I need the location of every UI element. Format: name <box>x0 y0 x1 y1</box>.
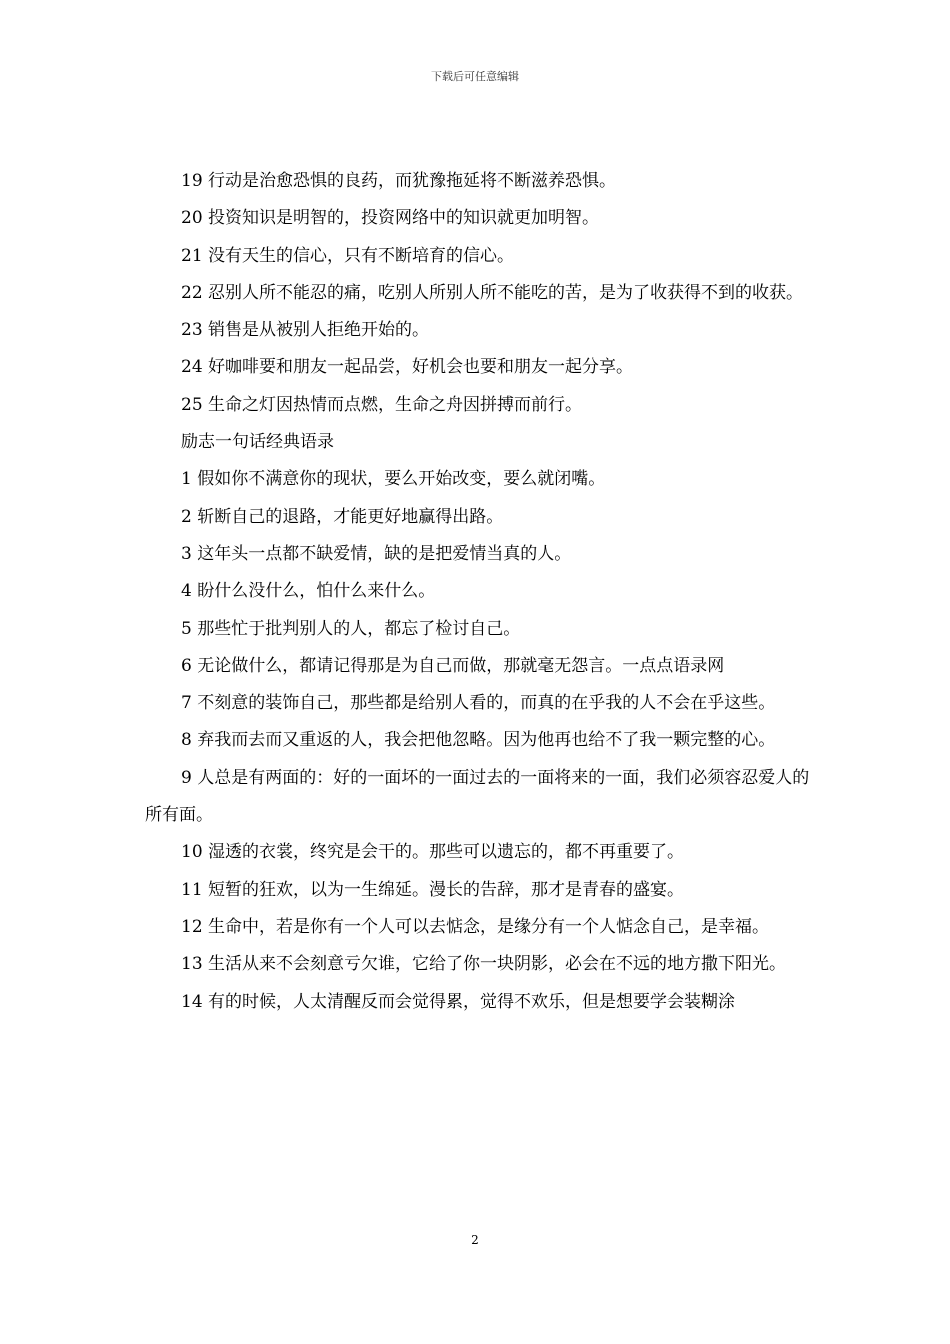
quote-10: 10 湿透的衣裳，终究是会干的。那些可以遗忘的，都不再重要了。 <box>181 842 685 863</box>
paragraph-19: 19 行动是治愈恐惧的良药，而犹豫拖延将不断滋养恐惧。 <box>181 171 617 191</box>
quote-4: 4 盼什么没什么，怕什么来什么。 <box>181 581 436 602</box>
quote-14: 14 有的时候，人太清醒反而会觉得累，觉得不欢乐，但是想要学会装糊涂 <box>181 991 736 1012</box>
paragraph-25: 25 生命之灯因热情而点燃，生命之舟因拼搏而前行。 <box>181 394 583 415</box>
paragraph-21: 21 没有天生的信心，只有不断培育的信心。 <box>181 245 515 266</box>
quote-13: 13 生活从来不会刻意亏欠谁，它给了你一块阴影，必会在不远的地方撒下阳光。 <box>181 954 787 975</box>
paragraph-24: 24 好咖啡要和朋友一起品尝，好机会也要和朋友一起分享。 <box>181 357 634 378</box>
quote-1: 1 假如你不满意你的现状，要么开始改变，要么就闭嘴。 <box>181 469 606 490</box>
page-header: 下载后可任意编辑 <box>431 70 519 83</box>
quote-9: 9 人总是有两面的：好的一面坏的一面过去的一面将来的一面，我们必须容忍爱人的所有面。 <box>145 767 810 826</box>
paragraph-23: 23 销售是从被别人拒绝开始的。 <box>181 320 430 341</box>
quote-5: 5 那些忙于批判别人的人，都忘了检讨自己。 <box>181 618 521 639</box>
document-body <box>145 163 810 1021</box>
quote-11: 11 短暂的狂欢，以为一生绵延。漫长的告辞，那才是青春的盛宴。 <box>181 879 685 900</box>
quote-7: 7 不刻意的装饰自己，那些都是给别人看的，而真的在乎我的人不会在乎这些。 <box>181 693 776 714</box>
quote-2: 2 斩断自己的退路，才能更好地赢得出路。 <box>181 506 504 527</box>
quote-6: 6 无论做什么，都请记得那是为自己而做，那就毫无怨言。一点点语录网 <box>181 655 725 676</box>
quote-12: 12 生命中，若是你有一个人可以去惦念，是缘分有一个人惦念自己，是幸福。 <box>181 916 770 937</box>
paragraph-22: 22 忍别人所不能忍的痛，吃别人所别人所不能吃的苦，是为了收获得不到的收获。 <box>181 282 804 303</box>
section-heading: 励志一句话经典语录 <box>181 432 334 453</box>
quote-3: 3 这年头一点都不缺爱情，缺的是把爱情当真的人。 <box>181 543 572 564</box>
page-number: 2 <box>471 1233 479 1247</box>
quote-8: 8 弃我而去而又重返的人，我会把他忽略。因为他再也给不了我一颗完整的心。 <box>181 730 776 751</box>
paragraph-20: 20 投资知识是明智的，投资网络中的知识就更加明智。 <box>181 208 600 229</box>
